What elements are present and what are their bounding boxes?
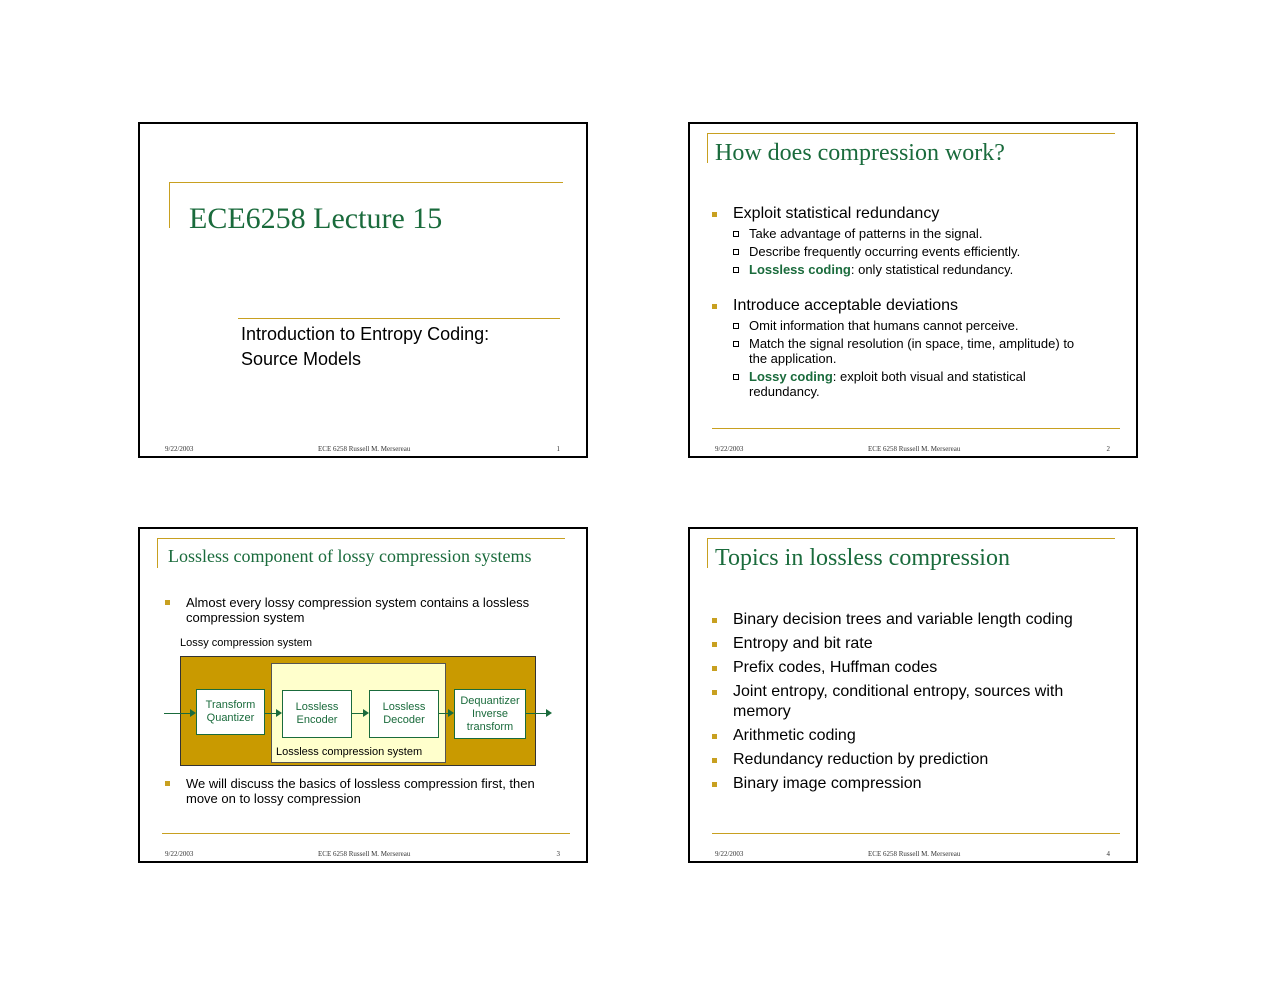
footer-page-number: 1 [556,445,560,453]
sub-bullet-item [733,262,1110,277]
checkbox-bullet-icon [733,374,739,380]
arrow-right-icon [190,709,196,717]
sub-bullet-text: Match the signal resolution (in space, time, amplitude) to the application. [749,336,1075,366]
slide-title: Lossless component of lossy compression systems [168,546,532,566]
highlight-term: Lossless coding [749,262,851,277]
input-arrow-line [164,713,190,714]
sub-bullet-list [733,318,1110,399]
bullet-text: Prefix codes, Huffman codes [733,659,938,676]
slide-subtitle [241,322,489,372]
title-rule-horizontal [169,182,563,183]
slide-3 [138,527,588,863]
footer-date: 9/22/2003 [165,850,194,858]
slide-title: Topics in lossless compression [715,545,1010,571]
slide-2 [688,122,1138,458]
footer-rule [162,833,570,834]
bullet-list [710,204,1110,399]
slide-1 [138,122,588,458]
lossless-decoder-block: Lossless Decoder [369,690,439,738]
footer-author: ECE 6258 Russell M. Mersereau [318,445,411,453]
bullet-text: Binary image compression [733,775,922,792]
bullet-square-icon [712,690,717,695]
bullet-list [710,610,1090,798]
lossless-encoder-block: Lossless Encoder [282,690,352,738]
bullet-item [163,595,558,625]
checkbox-bullet-icon [733,341,739,347]
arrow-line [265,713,276,714]
checkbox-bullet-icon [733,267,739,273]
bullet-item [163,776,558,806]
bullet-square-icon [712,666,717,671]
bullet-item [710,726,1090,746]
footer-date: 9/22/2003 [165,445,194,453]
sub-bullet-text: Describe frequently occurring events efficiently. [749,244,1021,259]
sub-bullet-item [733,369,1049,399]
arrow-right-icon [546,709,552,717]
footer-page-number: 4 [1106,850,1110,858]
bullet-text: Arithmetic coding [733,727,856,744]
checkbox-bullet-icon [733,323,739,329]
subtitle-rule [238,318,560,319]
bullet-item [710,296,1110,399]
sub-bullet-item [733,226,1110,241]
title-rule-horizontal [157,538,565,539]
checkbox-bullet-icon [733,249,739,255]
sub-bullet-item [733,318,1110,333]
footer-page-number: 3 [556,850,560,858]
bullet-list [163,776,558,806]
bullet-text: Almost every lossy compression system contains a lossless compression system [186,595,530,625]
bullet-item [710,658,1090,678]
subtitle-line-2: Source Models [241,349,362,369]
footer-page-number: 2 [1106,445,1110,453]
bullet-square-icon [712,758,717,763]
slide-4 [688,527,1138,863]
bullet-text: Joint entropy, conditional entropy, sources with memory [733,683,1064,720]
bullet-item [710,634,1090,654]
bullet-text: Introduce acceptable deviations [733,297,959,314]
arrow-line [352,713,363,714]
footer-date: 9/22/2003 [715,850,744,858]
bullet-item [710,750,1090,770]
bullet-item [710,774,1090,794]
arrow-line [439,713,448,714]
arrow-right-icon [363,709,369,717]
bullet-square-icon [712,782,717,787]
bullet-square-icon [712,618,717,623]
bullet-square-icon [712,304,717,309]
sub-bullet-text: : only statistical redundancy. [850,262,1014,277]
title-rule-vertical [157,538,158,568]
arrow-right-icon [276,709,282,717]
title-rule-vertical [169,182,170,228]
bullet-square-icon [712,212,717,217]
subtitle-line-1: Introduction to Entropy Coding: [241,324,490,344]
title-rule-vertical [707,538,708,568]
sub-bullet-item [733,336,1094,366]
sub-bullet-list [733,226,1110,277]
title-rule-horizontal [707,538,1115,539]
bullet-text: Exploit statistical redundancy [733,205,940,222]
lossy-system-label: Lossy compression system [180,637,313,649]
bullet-square-icon [165,781,170,786]
bullet-square-icon [165,600,170,605]
bullet-text: Redundancy reduction by prediction [733,751,989,768]
footer-author: ECE 6258 Russell M. Mersereau [868,850,961,858]
checkbox-bullet-icon [733,231,739,237]
footer-author: ECE 6258 Russell M. Mersereau [868,445,961,453]
bullet-text: We will discuss the basics of lossless compression first, then move on to lossy compression [186,776,535,806]
bullet-item [710,610,1090,630]
transform-quantizer-block: Transform Quantizer [196,689,265,735]
bullet-square-icon [712,734,717,739]
arrow-right-icon [448,709,454,717]
sub-bullet-text: : exploit both visual and statistical redundancy. [749,369,1026,399]
sub-bullet-item [733,244,1110,259]
footer-rule [712,428,1120,429]
sub-bullet-text: Omit information that humans cannot perceive. [749,318,1019,333]
output-arrow-line [526,713,546,714]
title-rule-vertical [707,133,708,163]
lossless-system-label: Lossless compression system [276,746,423,758]
dequantizer-inverse-transform-block: Dequantizer Inverse transform [454,689,526,739]
bullet-item [710,204,1110,277]
bullet-square-icon [712,642,717,647]
bullet-text: Binary decision trees and variable length coding [733,611,1073,628]
highlight-term: Lossy coding [749,369,833,384]
sub-bullet-text: Take advantage of patterns in the signal. [749,226,983,241]
bullet-item [710,682,1083,722]
slide-title: How does compression work? [715,140,1005,166]
slide-title: ECE6258 Lecture 15 [189,202,443,235]
title-rule-horizontal [707,133,1115,134]
bullet-text: Entropy and bit rate [733,635,873,652]
bullet-list [163,595,558,625]
footer-date: 9/22/2003 [715,445,744,453]
footer-rule [712,833,1120,834]
footer-author: ECE 6258 Russell M. Mersereau [318,850,411,858]
